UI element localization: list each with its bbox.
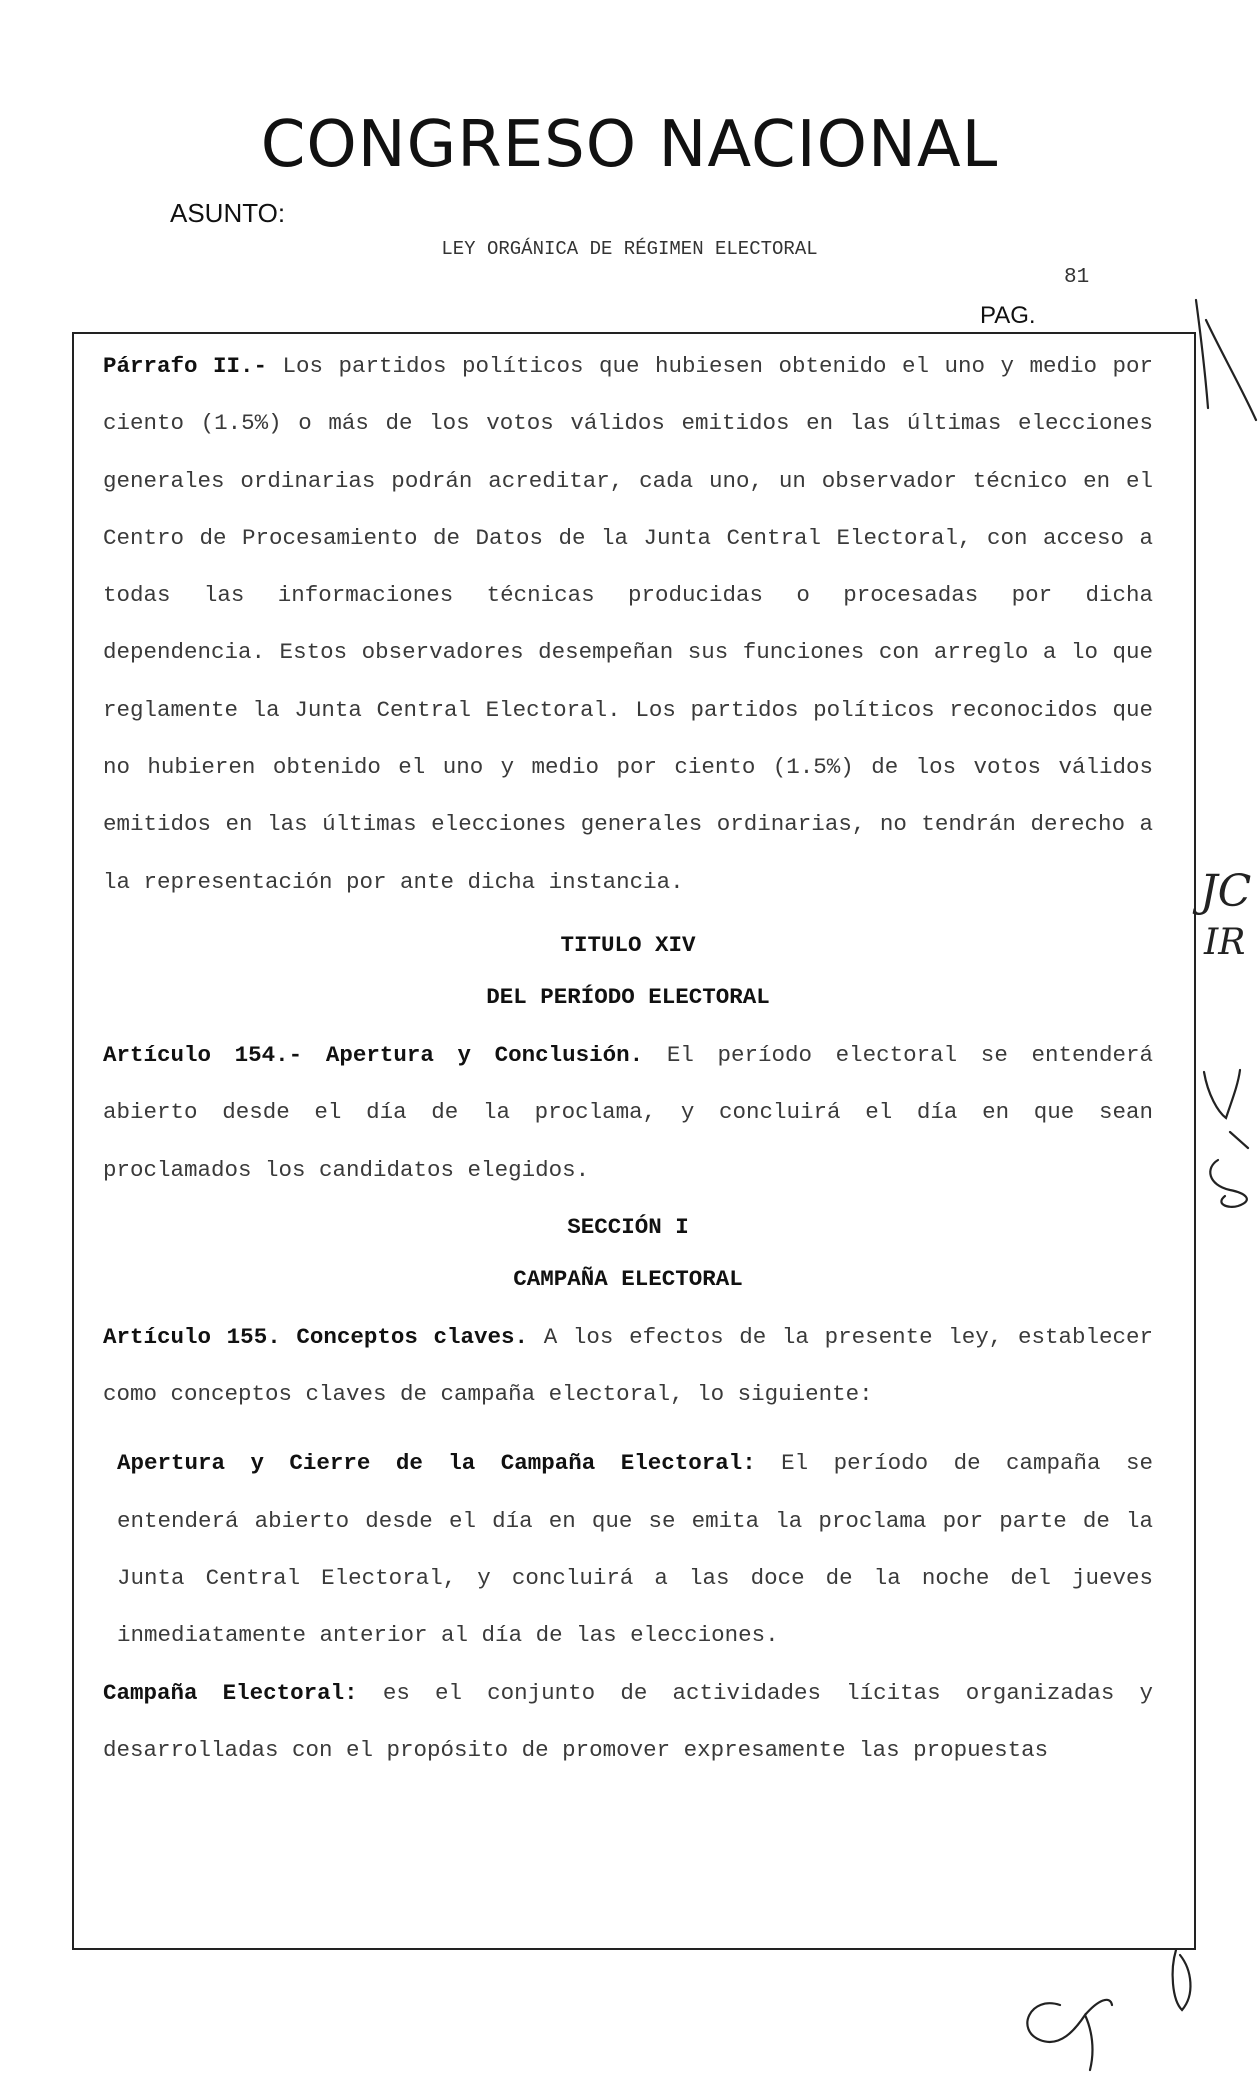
article-155-label: Artículo 155. Conceptos claves. [103,1323,529,1350]
document-subject: LEY ORGÁNICA DE RÉGIMEN ELECTORAL [441,238,818,260]
title-xiv-subtitle: DEL PERÍODO ELECTORAL [486,983,770,1010]
corner-check-mark [1196,300,1256,420]
article-155-text: A los efectos de la presente ley, establecer como conceptos claves de campaña electoral, lo siguiente: [103,1323,1153,1408]
title-xiv: TITULO XIV [560,931,696,958]
document-title: CONGRESO NACIONAL [260,108,999,182]
asunto-label: ASUNTO: [170,198,286,228]
article-154-label: Artículo 154.- Apertura y Conclusión. [103,1041,644,1068]
margin-initials-ir: IR [1204,922,1246,963]
paragraph-ii [103,338,1153,911]
page-number: 81 [1064,266,1090,289]
section-i: SECCIÓN I [567,1213,689,1240]
campana-electoral [103,1665,1153,1780]
margin-initials-jc: JC [1200,866,1252,917]
apertura-cierre-label: Apertura y Cierre de la Campaña Electoral: [117,1450,756,1477]
campana-electoral-text: es el conjunto de actividades lícitas organizadas y desarrolladas con el propósito de promover expresamente las propuestas [103,1679,1153,1763]
margin-v-mark [1204,1070,1240,1118]
pag-label: PAG. [980,302,1036,329]
margin-dash-mark [1230,1132,1248,1148]
paragraph-ii-label: Párrafo II.- [103,353,268,379]
apertura-cierre [103,1435,1153,1664]
apertura-cierre-text: El período de campaña se entenderá abierto desde el día en que se emita la proclama por parte de la Junta Central Electoral, y concluirá a las doce de la noche del jueves inmediatamente anterior al día de las elecciones. [117,1450,1153,1649]
bottom-signature [1027,2000,1112,2070]
bottom-right-mark [1173,1950,1191,2010]
document-body [103,338,1153,1779]
paragraph-ii-text: Los partidos políticos que hubiesen obtenido el uno y medio por ciento (1.5%) o más de los votos válidos emitidos en las últimas elecciones generales ordinarias podrán acreditar, cada uno, un observador técnico en el Centro de Procesamiento de Datos de la Junta Central Electoral, con acceso a todas las informaciones técnicas producidas o procesadas por dicha dependencia. Estos observadores desempeñan sus funciones con arreglo a lo que reglamente la Junta Central Electoral. Los partidos políticos reconocidos que no hubieren obtenido el uno y medio por ciento (1.5%) de los votos válidos emitidos en las últimas elecciones generales ordinarias, no tendrán derecho a la representación por ante dicha instancia. [103,353,1153,895]
margin-swirl-mark [1210,1160,1247,1207]
article-154-text: El período electoral se entenderá abierto desde el día de la proclama, y concluirá el día en que sean proclamados los candidatos elegidos. [103,1041,1153,1183]
section-i-subtitle: CAMPAÑA ELECTORAL [513,1265,743,1292]
article-154 [103,1027,1153,1199]
article-155 [103,1309,1153,1424]
campana-electoral-label: Campaña Electoral: [103,1679,358,1706]
